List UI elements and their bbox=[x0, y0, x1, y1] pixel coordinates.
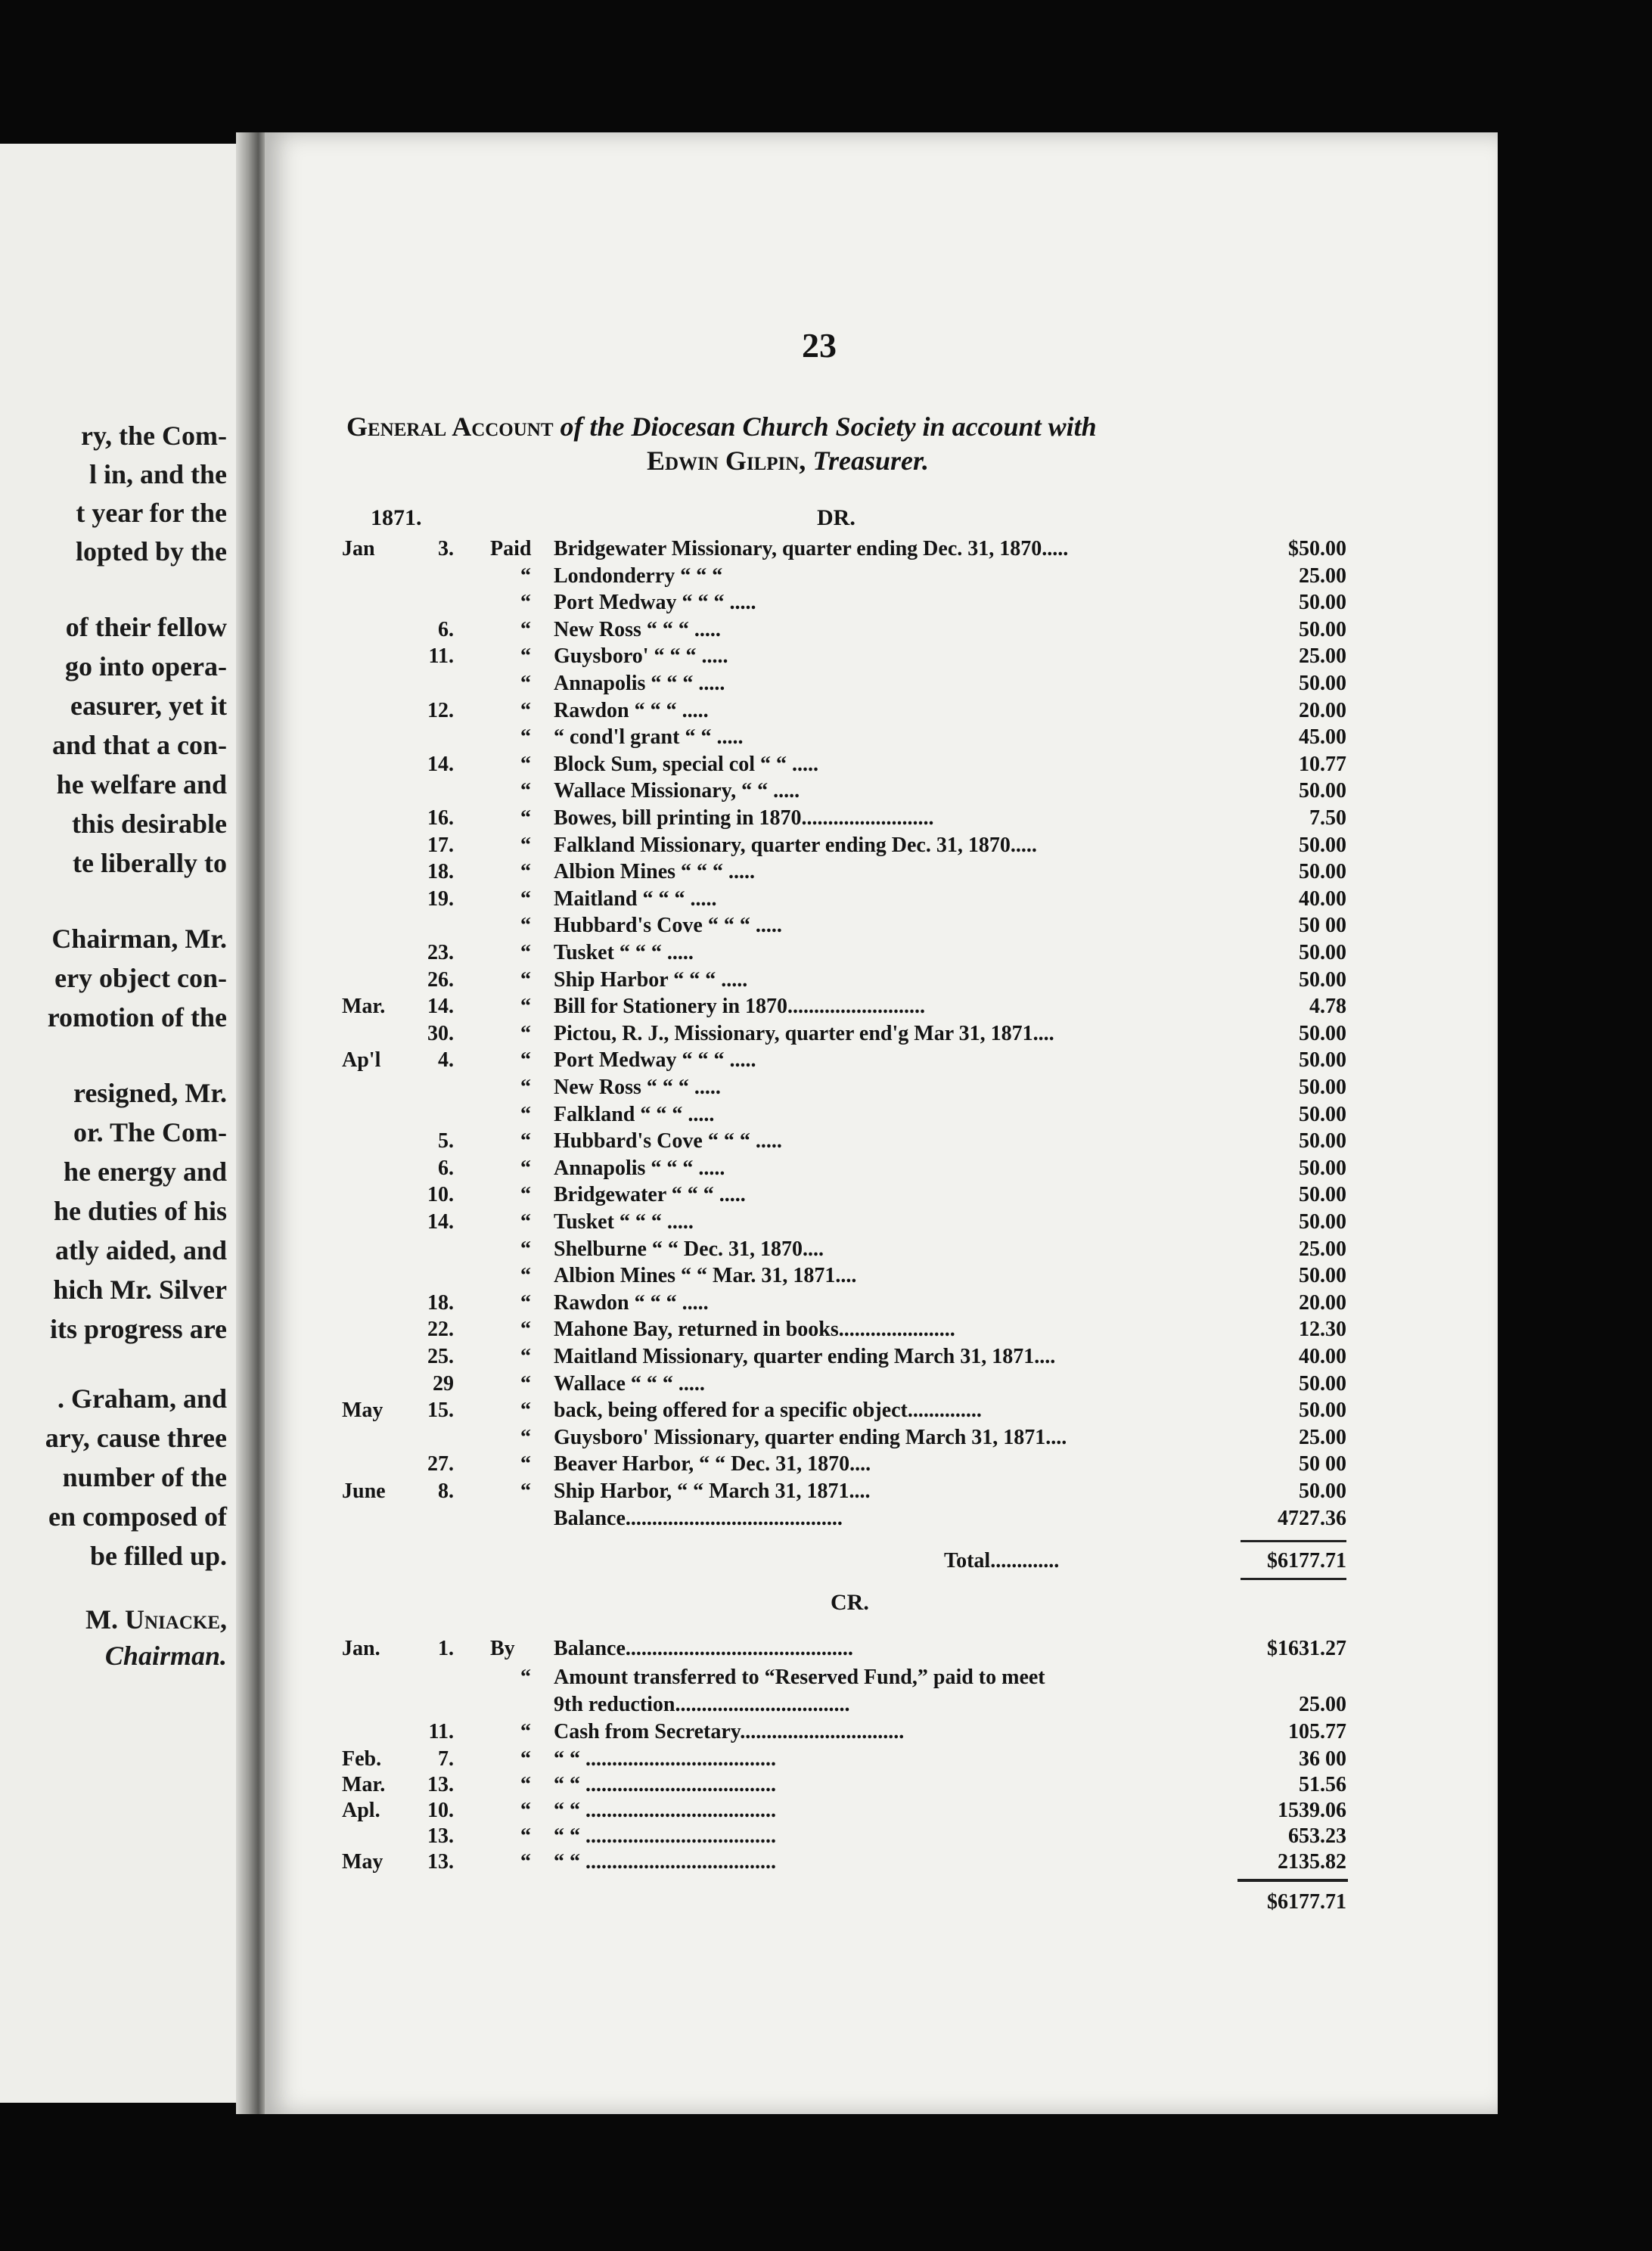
entry-day: 22. bbox=[427, 1318, 454, 1342]
debit-row bbox=[0, 1020, 1652, 1048]
left-page-line: resigned, Mr. bbox=[73, 1078, 227, 1108]
entry-prefix: “ bbox=[520, 1048, 531, 1073]
entry-prefix: “ bbox=[520, 1076, 531, 1099]
entry-amount: 50.00 bbox=[1299, 1021, 1346, 1045]
debit-row bbox=[0, 1397, 1652, 1424]
entry-amount: $50.00 bbox=[1288, 537, 1346, 560]
entry-description: “ cond'l grant “ “ ..... bbox=[554, 725, 744, 750]
credit-row bbox=[0, 1797, 1652, 1824]
left-page-line: Chairman, Mr. bbox=[51, 924, 227, 954]
entry-description: Amount transferred to “Reserved Fund,” paid to meet bbox=[554, 1666, 1045, 1689]
page-number: 23 bbox=[802, 326, 837, 365]
left-page-line: or. The Com- bbox=[73, 1117, 227, 1147]
entry-prefix: “ bbox=[520, 698, 531, 722]
heading-line-1 bbox=[346, 411, 1097, 442]
entry-day: 14. bbox=[427, 995, 454, 1019]
entry-amount: 20.00 bbox=[1299, 698, 1346, 722]
entry-prefix: “ bbox=[520, 1666, 531, 1689]
entry-day: 5. bbox=[438, 1129, 454, 1153]
entry-amount: 50.00 bbox=[1299, 672, 1346, 695]
entry-prefix: “ bbox=[520, 1479, 531, 1503]
left-page-line: easurer, yet it bbox=[70, 691, 227, 721]
entry-amount: 50.00 bbox=[1299, 617, 1346, 641]
debit-balance-rule bbox=[1241, 1540, 1346, 1542]
entry-amount: 20.00 bbox=[1299, 1290, 1346, 1315]
debit-total-row bbox=[0, 1548, 1652, 1575]
entry-prefix: “ bbox=[520, 1824, 531, 1848]
entry-amount: 653.23 bbox=[1288, 1824, 1346, 1848]
entry-day: 1. bbox=[438, 1637, 454, 1660]
entry-amount: 40.00 bbox=[1299, 886, 1346, 911]
entry-amount: 50.00 bbox=[1299, 591, 1346, 615]
debit-row bbox=[0, 858, 1652, 886]
entry-prefix: “ bbox=[520, 1237, 531, 1261]
debit-row bbox=[0, 1290, 1652, 1317]
entry-day: 13. bbox=[427, 1824, 454, 1848]
entry-description: “ “ .................................... bbox=[554, 1747, 776, 1771]
left-page-line: number of the bbox=[62, 1462, 227, 1492]
entry-amount: 25.00 bbox=[1299, 1237, 1346, 1261]
left-page-line: . Graham, and bbox=[57, 1383, 227, 1414]
entry-description: Tusket “ “ “ ..... bbox=[554, 941, 694, 964]
left-page-line: l in, and the bbox=[88, 459, 227, 489]
debit-row bbox=[0, 536, 1652, 563]
entry-prefix: By bbox=[490, 1637, 515, 1660]
debit-row bbox=[0, 563, 1652, 590]
entry-prefix: “ bbox=[520, 1425, 531, 1449]
heading-society: of the Diocesan Church Society in account with bbox=[560, 411, 1097, 442]
debit-row bbox=[0, 1101, 1652, 1129]
entry-description: Wallace “ “ “ ..... bbox=[554, 1371, 705, 1396]
entry-month: Mar. bbox=[342, 1773, 386, 1796]
entry-day: 23. bbox=[427, 941, 454, 964]
debit-row bbox=[0, 1424, 1652, 1452]
entry-prefix: “ bbox=[520, 1129, 531, 1153]
debit-row bbox=[0, 670, 1652, 697]
entry-description: Falkland “ “ “ ..... bbox=[554, 1102, 715, 1126]
entry-amount: 50.00 bbox=[1299, 1210, 1346, 1234]
entry-amount: 50.00 bbox=[1299, 1048, 1346, 1073]
left-page-line: be filled up. bbox=[89, 1541, 227, 1571]
debit-row bbox=[0, 1316, 1652, 1343]
signature-name: M. Uniacke, bbox=[85, 1604, 227, 1635]
entry-description: Annapolis “ “ “ ..... bbox=[554, 1156, 725, 1180]
entry-amount: 50 00 bbox=[1299, 914, 1346, 938]
entry-prefix: “ bbox=[520, 564, 531, 588]
entry-prefix: “ bbox=[520, 1452, 531, 1476]
entry-day: 25. bbox=[427, 1345, 454, 1368]
entry-amount: 1539.06 bbox=[1278, 1799, 1346, 1822]
left-page-line: en composed of bbox=[48, 1501, 227, 1532]
entry-amount: 25.00 bbox=[1299, 1693, 1346, 1716]
entry-description: Tusket “ “ “ ..... bbox=[554, 1210, 694, 1234]
entry-prefix: “ bbox=[520, 995, 531, 1019]
entry-month: May bbox=[342, 1850, 384, 1874]
credit-row bbox=[0, 1823, 1652, 1850]
entry-month: Jan. bbox=[342, 1637, 380, 1660]
debit-row bbox=[0, 1209, 1652, 1236]
entry-day: 15. bbox=[427, 1399, 454, 1423]
entry-prefix: “ bbox=[520, 617, 531, 641]
credit-row bbox=[0, 1691, 1652, 1719]
entry-description: Falkland Missionary, quarter ending Dec. 31, 1870..... bbox=[554, 833, 1037, 857]
entry-month: June bbox=[342, 1479, 386, 1503]
entry-day: 29 bbox=[433, 1371, 454, 1396]
debit-row bbox=[0, 643, 1652, 670]
left-page-line: go into opera- bbox=[65, 651, 227, 682]
entry-amount: 50.00 bbox=[1299, 1129, 1346, 1153]
entry-description: Maitland Missionary, quarter ending March 31, 1871.... bbox=[554, 1345, 1056, 1368]
entry-prefix: “ bbox=[520, 1102, 531, 1126]
debit-row bbox=[0, 1155, 1652, 1182]
entry-day: 6. bbox=[438, 617, 454, 641]
left-page-line: he welfare and bbox=[56, 769, 227, 799]
entry-prefix: “ bbox=[520, 672, 531, 695]
credit-row bbox=[0, 1635, 1652, 1663]
entry-day: 13. bbox=[427, 1850, 454, 1874]
entry-description: Port Medway “ “ “ ..... bbox=[554, 591, 756, 615]
debit-row bbox=[0, 1128, 1652, 1155]
credit-row bbox=[0, 1849, 1652, 1876]
entry-description: Ship Harbor, “ “ March 31, 1871.... bbox=[554, 1479, 871, 1503]
entry-amount: 50.00 bbox=[1299, 833, 1346, 857]
entry-day: 19. bbox=[427, 886, 454, 911]
entry-day: 14. bbox=[427, 752, 454, 776]
debit-row bbox=[0, 1262, 1652, 1290]
entry-description: Port Medway “ “ “ ..... bbox=[554, 1048, 756, 1073]
entry-prefix: “ bbox=[520, 1747, 531, 1771]
entry-prefix: “ bbox=[520, 833, 531, 857]
entry-description: Annapolis “ “ “ ..... bbox=[554, 672, 725, 695]
entry-prefix: “ bbox=[520, 752, 531, 776]
left-page-line: and that a con- bbox=[51, 730, 227, 760]
debit-row bbox=[0, 1371, 1652, 1398]
entry-amount: 7.50 bbox=[1309, 806, 1346, 830]
entry-description: Ship Harbor “ “ “ ..... bbox=[554, 967, 748, 992]
credit-row bbox=[0, 1746, 1652, 1773]
entry-prefix: “ bbox=[520, 1183, 531, 1207]
entry-prefix: “ bbox=[520, 1399, 531, 1423]
entry-description: Bowes, bill printing in 1870......................... bbox=[554, 806, 934, 830]
entry-prefix: “ bbox=[520, 1773, 531, 1796]
entry-amount: 4727.36 bbox=[1278, 1506, 1346, 1530]
entry-amount: 50.00 bbox=[1299, 1399, 1346, 1423]
entry-description: Bill for Stationery in 1870.......................... bbox=[554, 995, 926, 1019]
debit-total-label: Total............. bbox=[944, 1549, 1060, 1573]
debit-row bbox=[0, 778, 1652, 805]
entry-amount: 50.00 bbox=[1299, 1076, 1346, 1099]
entry-day: 26. bbox=[427, 967, 454, 992]
entry-prefix: “ bbox=[520, 1021, 531, 1045]
entry-description: “ “ .................................... bbox=[554, 1799, 776, 1822]
debit-row bbox=[0, 697, 1652, 725]
entry-description: “ “ .................................... bbox=[554, 1824, 776, 1848]
credit-row bbox=[0, 1771, 1652, 1799]
entry-month: Jan bbox=[342, 537, 375, 560]
debit-row bbox=[0, 1478, 1652, 1505]
debit-row bbox=[0, 1047, 1652, 1074]
entry-prefix: “ bbox=[520, 1345, 531, 1368]
left-page-line: he duties of his bbox=[53, 1196, 227, 1226]
debit-total-rule bbox=[1241, 1578, 1346, 1580]
entry-amount: 50.00 bbox=[1299, 1102, 1346, 1126]
entry-amount: 25.00 bbox=[1299, 1425, 1346, 1449]
entry-day: 18. bbox=[427, 860, 454, 884]
entry-description: “ “ .................................... bbox=[554, 1773, 776, 1796]
debit-row bbox=[0, 1074, 1652, 1101]
year-label: 1871. bbox=[371, 505, 422, 530]
left-page-line: ery object con- bbox=[54, 963, 227, 993]
entry-day: 3. bbox=[438, 537, 454, 560]
entry-day: 6. bbox=[438, 1156, 454, 1180]
entry-amount: 105.77 bbox=[1288, 1720, 1346, 1743]
entry-prefix: Paid bbox=[490, 537, 532, 560]
entry-prefix: “ bbox=[520, 725, 531, 750]
left-page-line: this desirable bbox=[71, 809, 227, 839]
entry-day: 27. bbox=[427, 1452, 454, 1476]
entry-description: Maitland “ “ “ ..... bbox=[554, 886, 717, 911]
cr-label: CR. bbox=[831, 1590, 869, 1615]
entry-description: Bridgewater Missionary, quarter ending Dec. 31, 1870..... bbox=[554, 537, 1069, 560]
entry-amount: 25.00 bbox=[1299, 644, 1346, 669]
left-page-line: lopted by the bbox=[75, 536, 227, 567]
entry-day: 10. bbox=[427, 1183, 454, 1207]
credit-row bbox=[0, 1719, 1652, 1746]
left-page-line: te liberally to bbox=[73, 848, 227, 878]
entry-description: New Ross “ “ “ ..... bbox=[554, 617, 721, 641]
entry-prefix: “ bbox=[520, 860, 531, 884]
left-page-line: romotion of the bbox=[47, 1002, 227, 1032]
entry-description: Wallace Missionary, “ “ ..... bbox=[554, 779, 800, 803]
signature-title: Chairman. bbox=[104, 1641, 227, 1671]
entry-month: Mar. bbox=[342, 995, 386, 1019]
entry-prefix: “ bbox=[520, 886, 531, 911]
entry-description: Balance......................................... bbox=[554, 1506, 843, 1530]
entry-amount: 50.00 bbox=[1299, 1371, 1346, 1396]
entry-amount: 50.00 bbox=[1299, 860, 1346, 884]
debit-row bbox=[0, 886, 1652, 913]
entry-amount: 25.00 bbox=[1299, 564, 1346, 588]
heading-general-account: General Account bbox=[346, 411, 554, 442]
entry-amount: 50 00 bbox=[1299, 1452, 1346, 1476]
entry-day: 4. bbox=[438, 1048, 454, 1073]
entry-month: Ap'l bbox=[342, 1048, 381, 1073]
entry-prefix: “ bbox=[520, 1210, 531, 1234]
entry-day: 16. bbox=[427, 806, 454, 830]
entry-amount: 2135.82 bbox=[1278, 1850, 1346, 1874]
entry-amount: 50.00 bbox=[1299, 967, 1346, 992]
entry-prefix: “ bbox=[520, 1371, 531, 1396]
entry-description: 9th reduction................................. bbox=[554, 1693, 850, 1716]
entry-description: Rawdon “ “ “ ..... bbox=[554, 698, 709, 722]
left-page-line: hich Mr. Silver bbox=[53, 1275, 227, 1305]
heading-line-2 bbox=[647, 445, 929, 477]
entry-amount: $1631.27 bbox=[1267, 1637, 1346, 1660]
entry-day: 11. bbox=[428, 1720, 454, 1743]
heading-treasurer-role: Treasurer. bbox=[812, 446, 929, 476]
entry-prefix: “ bbox=[520, 806, 531, 830]
entry-prefix: “ bbox=[520, 967, 531, 992]
entry-description: Pictou, R. J., Missionary, quarter end'g Mar 31, 1871.... bbox=[554, 1021, 1054, 1045]
entry-day: 11. bbox=[428, 644, 454, 669]
entry-day: 18. bbox=[427, 1290, 454, 1315]
entry-amount: 12.30 bbox=[1299, 1318, 1346, 1342]
entry-description: Hubbard's Cove “ “ “ ..... bbox=[554, 1129, 782, 1153]
entry-description: Bridgewater “ “ “ ..... bbox=[554, 1183, 746, 1207]
debit-row bbox=[0, 616, 1652, 644]
entry-amount: 50.00 bbox=[1299, 1156, 1346, 1180]
entry-prefix: “ bbox=[520, 591, 531, 615]
entry-day: 10. bbox=[427, 1799, 454, 1822]
entry-prefix: “ bbox=[520, 644, 531, 669]
left-page-line: he energy and bbox=[64, 1157, 227, 1187]
entry-day: 13. bbox=[427, 1773, 454, 1796]
entry-amount: 50.00 bbox=[1299, 1479, 1346, 1503]
entry-description: Hubbard's Cove “ “ “ ..... bbox=[554, 914, 782, 938]
entry-description: Londonderry “ “ “ bbox=[554, 564, 723, 588]
entry-prefix: “ bbox=[520, 1799, 531, 1822]
debit-total-amount: $6177.71 bbox=[1267, 1549, 1346, 1573]
entry-month: May bbox=[342, 1399, 384, 1423]
debit-row bbox=[0, 1181, 1652, 1209]
debit-row bbox=[0, 912, 1652, 939]
debit-row bbox=[0, 589, 1652, 616]
entry-description: Guysboro' “ “ “ ..... bbox=[554, 644, 728, 669]
debit-row bbox=[0, 993, 1652, 1020]
entry-day: 14. bbox=[427, 1210, 454, 1234]
entry-description: back, being offered for a specific object.............. bbox=[554, 1399, 982, 1423]
entry-amount: 10.77 bbox=[1299, 752, 1346, 776]
entry-description: Balance........................................... bbox=[554, 1637, 853, 1660]
debit-row bbox=[0, 1236, 1652, 1263]
entry-amount: 45.00 bbox=[1299, 725, 1346, 750]
entry-month: Apl. bbox=[342, 1799, 380, 1822]
entry-description: Mahone Bay, returned in books...................... bbox=[554, 1318, 955, 1342]
credit-row bbox=[0, 1664, 1652, 1691]
entry-prefix: “ bbox=[520, 779, 531, 803]
entry-day: 12. bbox=[427, 698, 454, 722]
left-page-line: its progress are bbox=[50, 1314, 227, 1344]
entry-description: New Ross “ “ “ ..... bbox=[554, 1076, 721, 1099]
entry-day: 7. bbox=[438, 1747, 454, 1771]
left-page-line: ry, the Com- bbox=[81, 421, 227, 451]
debit-row bbox=[0, 939, 1652, 967]
entry-prefix: “ bbox=[520, 914, 531, 938]
entry-amount: 51.56 bbox=[1299, 1773, 1346, 1796]
entry-prefix: “ bbox=[520, 1156, 531, 1180]
entry-prefix: “ bbox=[520, 1850, 531, 1874]
heading-treasurer-name: Edwin Gilpin, bbox=[647, 446, 806, 476]
entry-day: 30. bbox=[427, 1021, 454, 1045]
entry-description: Albion Mines “ “ “ ..... bbox=[554, 860, 756, 884]
entry-amount: 36 00 bbox=[1299, 1747, 1346, 1771]
entry-description: Cash from Secretary............................... bbox=[554, 1720, 905, 1743]
entry-description: Guysboro' Missionary, quarter ending March 31, 1871.... bbox=[554, 1425, 1067, 1449]
entry-amount: 50.00 bbox=[1299, 1183, 1346, 1207]
entry-description: Shelburne “ “ Dec. 31, 1870.... bbox=[554, 1237, 824, 1261]
entry-prefix: “ bbox=[520, 941, 531, 964]
entry-month: Feb. bbox=[342, 1747, 382, 1771]
debit-row bbox=[0, 1451, 1652, 1478]
left-page-line: ary, cause three bbox=[45, 1423, 227, 1453]
entry-description: Albion Mines “ “ Mar. 31, 1871.... bbox=[554, 1264, 857, 1288]
debit-row bbox=[0, 1343, 1652, 1371]
entry-description: Beaver Harbor, “ “ Dec. 31, 1870.... bbox=[554, 1452, 871, 1476]
entry-amount: 40.00 bbox=[1299, 1345, 1346, 1368]
debit-row bbox=[0, 751, 1652, 778]
credit-total-row bbox=[0, 1889, 1652, 1916]
entry-description: Rawdon “ “ “ ..... bbox=[554, 1290, 709, 1315]
debit-row bbox=[0, 967, 1652, 994]
credit-total-amount: $6177.71 bbox=[1267, 1890, 1346, 1914]
dr-label: DR. bbox=[817, 505, 856, 530]
entry-amount: 50.00 bbox=[1299, 779, 1346, 803]
debit-row bbox=[0, 1505, 1652, 1532]
entry-day: 8. bbox=[438, 1479, 454, 1503]
entry-day: 17. bbox=[427, 833, 454, 857]
entry-amount: 4.78 bbox=[1309, 995, 1346, 1019]
entry-amount: 50.00 bbox=[1299, 1264, 1346, 1288]
debit-row bbox=[0, 724, 1652, 751]
credit-rule bbox=[1237, 1879, 1348, 1882]
entry-prefix: “ bbox=[520, 1290, 531, 1315]
debit-row bbox=[0, 832, 1652, 859]
entry-prefix: “ bbox=[520, 1264, 531, 1288]
entry-description: Block Sum, special col “ “ ..... bbox=[554, 752, 819, 776]
entry-prefix: “ bbox=[520, 1720, 531, 1743]
entry-prefix: “ bbox=[520, 1318, 531, 1342]
entry-description: “ “ .................................... bbox=[554, 1850, 776, 1874]
left-page-line: t year for the bbox=[76, 498, 227, 528]
left-page-line: atly aided, and bbox=[54, 1235, 227, 1265]
debit-row bbox=[0, 805, 1652, 832]
entry-amount: 50.00 bbox=[1299, 941, 1346, 964]
left-page-line: of their fellow bbox=[65, 612, 227, 642]
